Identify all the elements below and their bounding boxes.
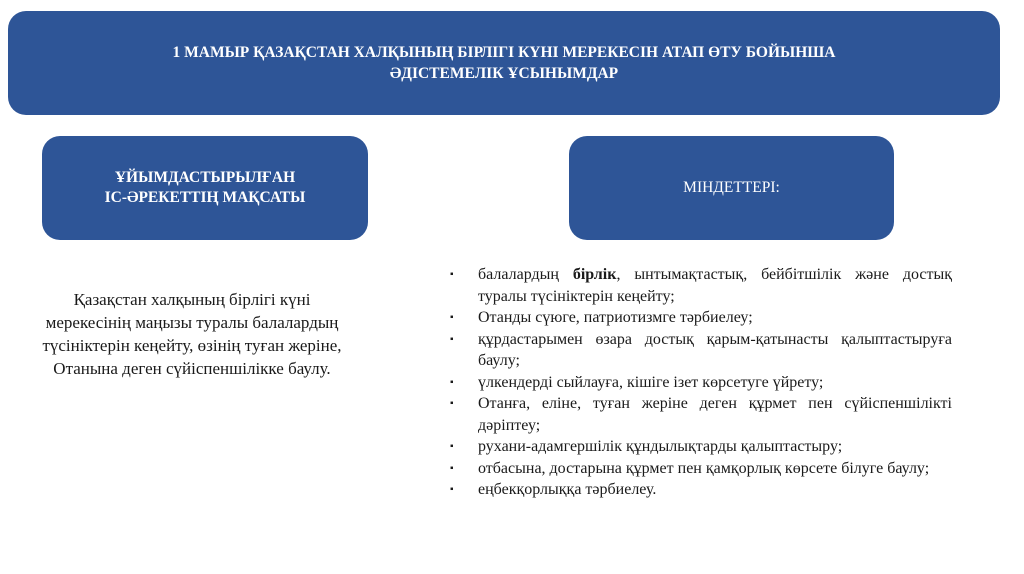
task-text: Отанға, еліне, туған жеріне деген құрмет пен сүйіспеншілікті дәріптеу;	[478, 395, 952, 434]
goal-heading-line1: ҰЙЫМДАСТЫРЫЛҒАН	[114, 169, 296, 186]
tasks-heading-title: МІНДЕТТЕРІ:	[683, 179, 780, 196]
task-text-pre: балалардың	[478, 266, 573, 283]
bullet-icon: ▪	[450, 312, 454, 323]
list-item	[450, 372, 952, 394]
bullet-icon: ▪	[450, 462, 454, 474]
tasks-list	[450, 264, 952, 501]
header-title-line2: ӘДІСТЕМЕЛІК ҰСЫНЫМДАР	[389, 65, 619, 82]
bullet-icon: ▪	[450, 269, 454, 280]
task-text-post: , ынтымақтастық, бейбітшілік және достық туралы түсініктерін кеңейту;	[478, 266, 953, 305]
bullet-icon: ▪	[450, 376, 454, 388]
tasks-heading-box	[569, 136, 894, 240]
bullet-icon: ▪	[450, 441, 454, 452]
task-text: құрдастарымен өзара достық қарым-қатынасты қалыптастыруға баулу;	[478, 330, 952, 369]
bullet-icon: ▪	[450, 333, 454, 345]
header-title-line1: 1 МАМЫР ҚАЗАҚСТАН ХАЛҚЫНЫҢ БІРЛІГІ КҮНІ МЕРЕКЕСІН АТАП ӨТУ БОЙЫНША	[172, 44, 836, 61]
task-text: отбасына, достарына құрмет пен қамқорлық көрсете білуге баулу;	[478, 459, 930, 477]
task-text: үлкендерді сыйлауға, кішіге ізет көрсетуге үйрету;	[478, 373, 824, 391]
bullet-icon: ▪	[450, 398, 454, 409]
goal-description: Қазақстан халқының бірлігі күні мерекесінің маңызы туралы балалардың түсініктерін кеңейту, өзінің туған жеріне, Отанына деген сүйіспеншілікке баулу.	[42, 290, 342, 378]
bullet-icon: ▪	[450, 484, 454, 495]
list-item	[450, 307, 952, 329]
list-item	[450, 458, 952, 480]
goal-heading-box	[42, 136, 368, 240]
goal-heading-line2: ІС-ӘРЕКЕТТІҢ МАҚСАТЫ	[104, 189, 306, 206]
list-item	[450, 479, 952, 501]
list-item	[450, 264, 952, 307]
task-text: еңбекқорлыққа тәрбиелеу.	[478, 481, 657, 498]
task-text: рухани-адамгершілік құндылықтарды қалыптастыру;	[478, 438, 843, 455]
header-banner	[8, 11, 1000, 115]
list-item	[450, 329, 952, 372]
task-text-bold: бірлік	[572, 266, 617, 283]
task-text: Отанды сүюге, патриотизмге тәрбиелеу;	[478, 309, 753, 326]
list-item	[450, 393, 952, 436]
list-item	[450, 436, 952, 458]
